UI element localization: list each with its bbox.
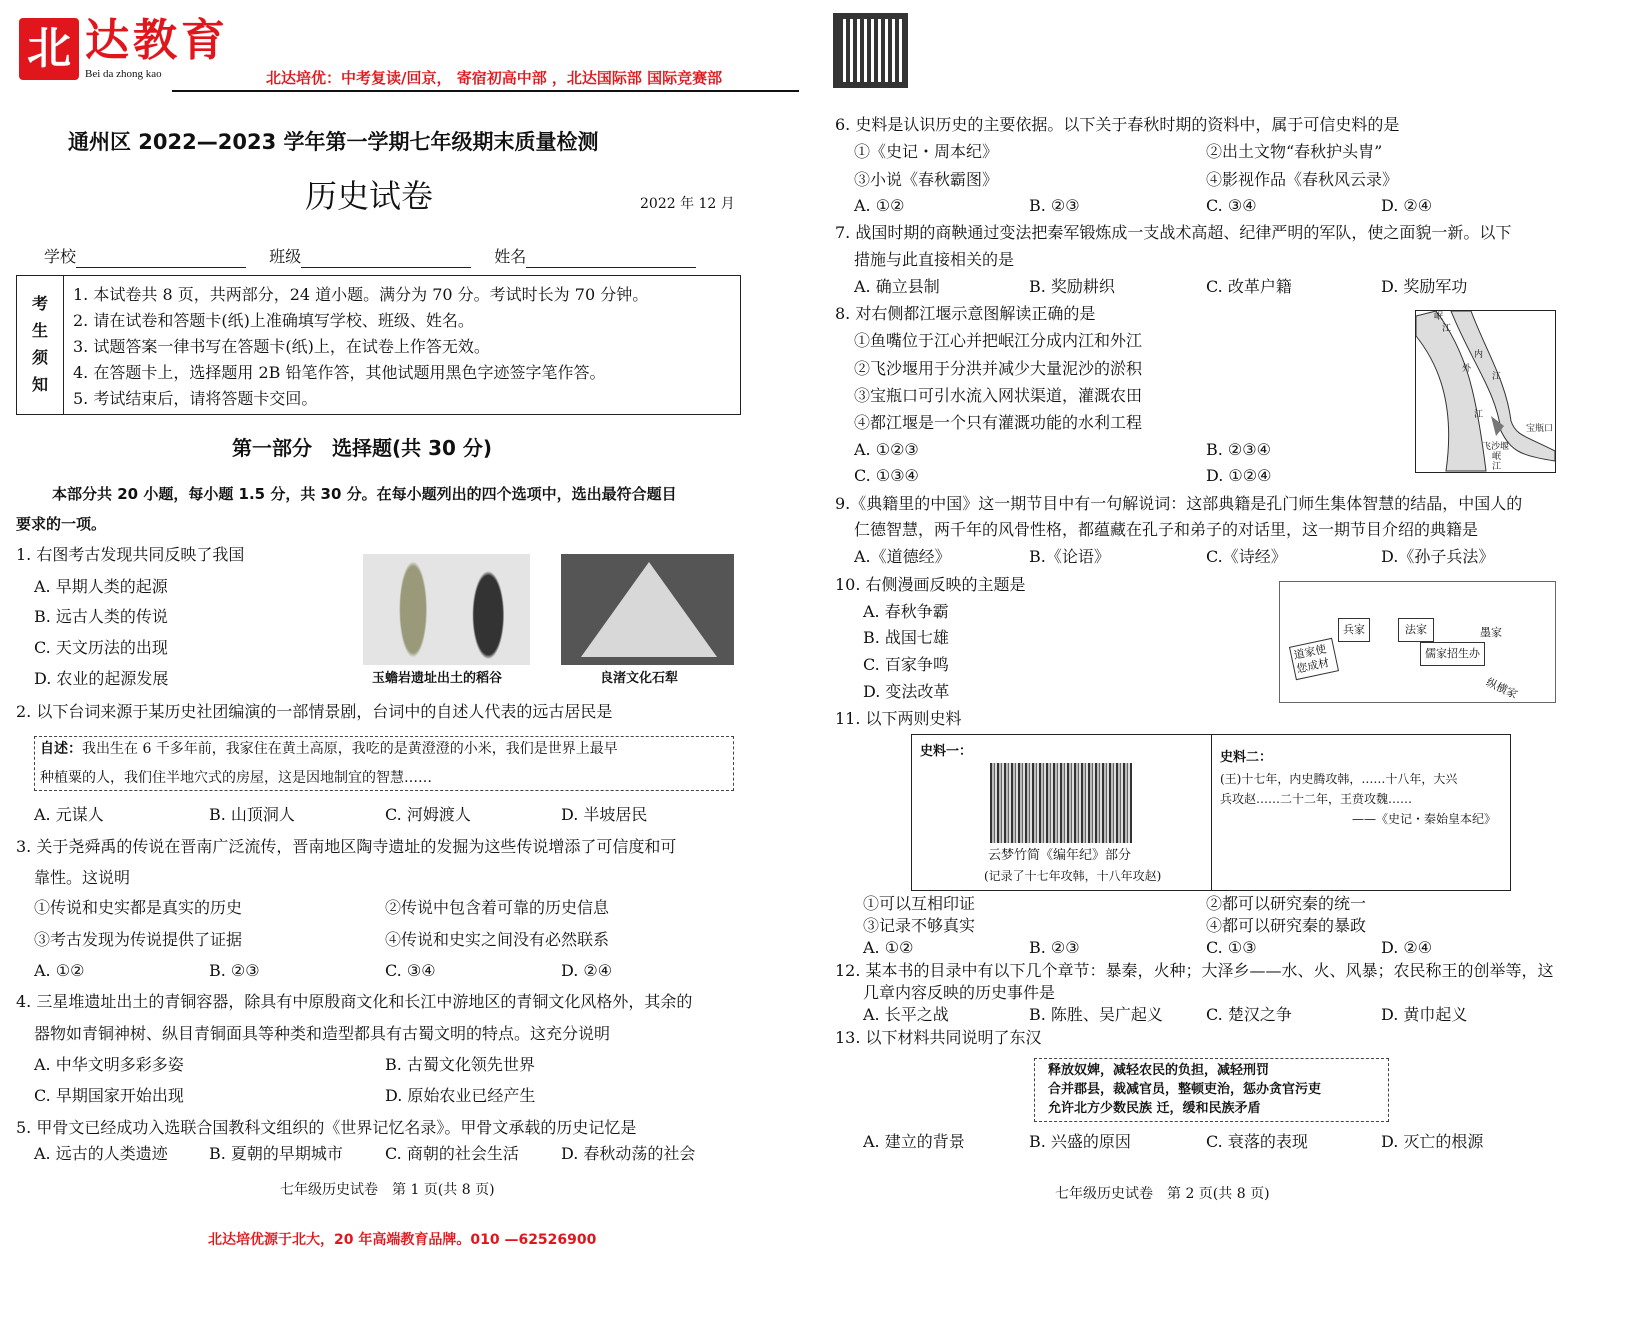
page-footer: 七年级历史试卷 第 1 页(共 8 页) [280,1182,495,1198]
q6-option-a[interactable]: A. ①② [854,196,905,215]
hundred-schools-cartoon [1279,581,1556,703]
footer-ad: 北达培优源于北大，20 年高端教育品牌。010 —62526900 [208,1232,597,1248]
q6-option-c[interactable]: C. ③④ [1206,196,1257,215]
source-2-text: 兵攻赵……二十二年，王贲攻魏…… [1220,792,1413,806]
school-field[interactable] [76,250,246,268]
quote-label: 自述： [40,741,82,757]
q8-option-a[interactable]: A. ①②③ [854,440,919,459]
q11-option-c[interactable]: C. ①③ [1206,938,1257,957]
dujiangyan-map [1415,310,1556,473]
q8-option-b[interactable]: B. ②③④ [1206,440,1271,459]
map-label: 飞沙堰 [1482,442,1510,452]
q6-statement: ④影视作品《春秋风云录》 [1206,170,1399,189]
notice-label-char: 生 [31,321,48,340]
notice-box [16,275,741,415]
cartoon-sign: 儒家招生办 [1420,642,1485,666]
cartoon-sign: 纵横家 [1484,675,1520,702]
q5-option-a[interactable]: A. 远古的人类遗迹 [34,1144,168,1163]
source-1-note: (记录了十七年攻韩，十八年攻赵) [984,869,1162,883]
q4-option-d[interactable]: D. 原始农业已经产生 [385,1086,536,1105]
map-label: 江 [1442,324,1452,334]
rice-grain-photo [363,554,530,665]
exam-date: 2022 年 12 月 [640,196,735,212]
map-label: 岷 [1434,312,1444,322]
q5-option-d[interactable]: D. 春秋动荡的社会 [561,1144,696,1163]
q3-option-c[interactable]: C. ③④ [385,961,436,980]
q6-option-d[interactable]: D. ②④ [1381,196,1433,215]
q4-option-b[interactable]: B. 古蜀文化领先世界 [385,1055,535,1074]
question-8-stem: 8. 对右侧都江堰示意图解读正确的是 [835,304,1096,323]
student-info [44,246,696,268]
q8-option-c[interactable]: C. ①③④ [854,466,919,485]
q6-statement: ②出土文物“春秋护头胄” [1206,142,1383,161]
q1-option-c[interactable]: C. 天文历法的出现 [34,638,168,657]
name-label: 姓名 [494,247,527,266]
source-2-title: 史料二： [1220,750,1273,765]
notice-label-char: 考 [31,294,48,313]
q2-option-c[interactable]: C. 河姆渡人 [385,805,471,824]
q3-option-b[interactable]: B. ②③ [209,961,260,980]
cartoon-sign: 墨家 [1480,626,1502,639]
q2-option-a[interactable]: A. 元谋人 [34,805,104,824]
name-field[interactable] [526,250,696,268]
question-5-stem: 5. 甲骨文已经成功入选联合国教科文组织的《世界记忆名录》。甲骨文承载的历史记忆是 [16,1118,637,1137]
logo [19,16,249,86]
q10-option-d[interactable]: D. 变法改革 [863,682,950,701]
q11-statement: ④都可以研究秦的暴政 [1206,916,1367,935]
q7-option-d[interactable]: D. 奖励军功 [1381,277,1468,296]
q10-option-c[interactable]: C. 百家争鸣 [863,655,949,674]
logo-text: 达教育 [85,15,229,66]
source-divider [1211,735,1212,890]
q1-option-a[interactable]: A. 早期人类的起源 [34,577,168,596]
q8-statement: ②飞沙堰用于分洪并减少大量泥沙的淤积 [854,359,1143,378]
question-11-stem: 11. 以下两则史料 [835,709,962,728]
question-4-stem: 器物如青铜神树、纵目青铜面具等种类和造型都具有古蜀文明的特点。这充分说明 [34,1024,611,1043]
q8-statement: ③宝瓶口可引水流入网状渠道，灌溉农田 [854,386,1143,405]
notice-item: 1. 本试卷共 8 页，共两部分，24 道小题。满分为 70 分。考试时长为 70 分钟。 [73,285,649,304]
question-9-stem: 仁德智慧，两千年的风骨性格，都蕴藏在孔子和弟子的对话里，这一期节目介绍的典籍是 [854,520,1479,539]
source-2-text: (王)十七年，内史腾攻韩，……十八年，大兴 [1220,772,1458,786]
material-line: 允许北方少数民族 迁，缓和民族矛盾 [1048,1101,1261,1116]
class-field[interactable] [301,250,471,268]
qr-code-icon [833,13,908,88]
q11-option-a[interactable]: A. ①② [863,938,914,957]
q9-option-d[interactable]: D.《孙子兵法》 [1381,547,1495,566]
notice-label-char: 知 [31,375,48,394]
q11-option-d[interactable]: D. ②④ [1381,938,1433,957]
map-label: 内 [1474,350,1484,360]
q3-statement: ②传说中包含着可靠的历史信息 [385,898,610,917]
q11-statement: ①可以互相印证 [863,894,976,913]
q13-option-b[interactable]: B. 兴盛的原因 [1029,1132,1131,1151]
question-7-stem: 7. 战国时期的商鞅通过变法把秦军锻炼成一支战术高超、纪律严明的军队，使之面貌一新。以下 [835,223,1512,242]
q4-option-c[interactable]: C. 早期国家开始出现 [34,1086,184,1105]
question-7-stem: 措施与此直接相关的是 [854,250,1015,269]
q8-statement: ①鱼嘴位于江心并把岷江分成内江和外江 [854,331,1143,350]
q5-option-b[interactable]: B. 夏朝的早期城市 [209,1144,343,1163]
q2-option-d[interactable]: D. 半坡居民 [561,805,648,824]
exam-subject: 历史试卷 [305,177,434,215]
q1-option-d[interactable]: D. 农业的起源发展 [34,669,169,688]
notice-label-char: 须 [31,348,48,367]
q7-option-c[interactable]: C. 改革户籍 [1206,277,1292,296]
q12-option-a[interactable]: A. 长平之战 [863,1005,949,1024]
bamboo-slips-image [990,763,1132,843]
source-1-title: 史料一： [920,744,973,759]
notice-label [17,276,64,414]
sources-table [911,734,1511,891]
q13-option-a[interactable]: A. 建立的背景 [863,1132,965,1151]
q13-option-d[interactable]: D. 灭亡的根源 [1381,1132,1484,1151]
notice-item: 3. 试题答案一律书写在答题卡(纸)上，在试卷上作答无效。 [73,337,490,356]
map-label: 江 [1492,372,1502,382]
notice-item: 2. 请在试卷和答题卡(纸)上准确填写学校、班级、姓名。 [73,311,474,330]
quote-line [40,738,618,760]
question-13-stem: 13. 以下材料共同说明了东汉 [835,1028,1042,1047]
question-4-stem: 4. 三星堆遗址出土的青铜容器，除具有中原殷商文化和长江中游地区的青铜文化风格外，其余的 [16,992,693,1011]
q4-option-a[interactable]: A. 中华文明多彩多姿 [34,1055,184,1074]
material-line: 释放奴婢，减轻农民的负担，减轻刑罚 [1048,1063,1270,1078]
cartoon-sign: 法家 [1398,618,1434,642]
school-label: 学校 [44,247,77,266]
q8-option-d[interactable]: D. ①②④ [1206,466,1272,485]
q10-option-a[interactable]: A. 春秋争霸 [863,602,949,621]
map-label: 岷 [1492,452,1502,462]
q12-option-c[interactable]: C. 楚汉之争 [1206,1005,1292,1024]
q3-option-a[interactable]: A. ①② [34,961,85,980]
stone-plough-photo [561,554,734,665]
source-1-caption: 云梦竹简《编年纪》部分 [988,848,1132,863]
logo-seal: 北 [19,18,79,80]
q13-option-c[interactable]: C. 衰落的表现 [1206,1132,1308,1151]
q11-statement: ②都可以研究秦的统一 [1206,894,1367,913]
q3-statement: ③考古发现为传说提供了证据 [34,930,243,949]
notice-item: 5. 考试结束后，请将答题卡交回。 [73,389,318,408]
quote-text: 我出生在 6 千多年前，我家住在黄土高原，我吃的是黄澄澄的小米，我们是世界上最早 [82,741,618,757]
header-slogan: 北达培优：中考复读/回京， 寄宿初高中部 ，北达国际部 国际竞赛部 [266,69,723,87]
plough-caption: 良渚文化石犁 [600,671,679,686]
map-label: 江 [1474,410,1484,420]
source-2-citation: ——《史记・秦始皇本纪》 [1352,812,1497,826]
section-intro: 要求的一项。 [16,515,107,533]
q5-option-c[interactable]: C. 商朝的社会生活 [385,1144,519,1163]
question-9-stem: 9.《典籍里的中国》这一期节目中有一句解说词：这部典籍是孔门师生集体智慧的结晶，中国人的 [835,494,1523,513]
logo-subtitle: Bei da zhong kao [85,68,162,80]
q9-option-c[interactable]: C.《诗经》 [1206,547,1287,566]
cartoon-sign: 道家使您成材 [1289,638,1339,680]
question-3-stem: 3. 关于尧舜禹的传说在晋南广泛流传，晋南地区陶寺遗址的发掘为这些传说增添了可信度和可 [16,837,677,856]
q6-option-b[interactable]: B. ②③ [1029,196,1080,215]
q8-statement: ④都江堰是一个只有灌溉功能的水利工程 [854,413,1143,432]
q11-option-b[interactable]: B. ②③ [1029,938,1080,957]
q12-option-b[interactable]: B. 陈胜、吴广起义 [1029,1005,1163,1024]
q9-option-a[interactable]: A.《道德经》 [854,547,951,566]
q9-option-b[interactable]: B.《论语》 [1029,547,1110,566]
q1-option-b[interactable]: B. 远古人类的传说 [34,607,168,626]
q6-statement: ①《史记・周本纪》 [854,142,999,161]
map-label: 江 [1492,462,1502,472]
question-12-stem: 12. 某本书的目录中有以下几个章节：暴秦，火种；大泽乡——水、火、风暴；农民称王的创举等，这 [835,961,1554,980]
q6-statement: ③小说《春秋霸图》 [854,170,999,189]
question-10-stem: 10. 右侧漫画反映的主题是 [835,575,1026,594]
question-2-stem: 2. 以下台词来源于某历史社团编演的一部情景剧，台词中的自述人代表的远古居民是 [16,702,613,721]
exam-title: 通州区 2022—2023 学年第一学期七年级期末质量检测 [68,130,599,154]
q10-option-b[interactable]: B. 战国七雄 [863,628,949,647]
quote-line: 种植粟的人，我们住半地穴式的房屋，这是因地制宜的智慧…… [40,770,432,786]
section-intro: 本部分共 20 小题，每小题 1.5 分，共 30 分。在每小题列出的四个选项中，选出最符合题目 [52,485,677,503]
cartoon-sign: 兵家 [1338,618,1370,642]
q7-option-a[interactable]: A. 确立县制 [854,277,940,296]
material-line: 合并郡县，裁减官员，整顿吏治，惩办贪官污吏 [1048,1082,1322,1097]
section-heading: 第一部分 选择题(共 30 分) [232,436,493,460]
question-6-stem: 6. 史料是认识历史的主要依据。以下关于春秋时期的资料中，属于可信史料的是 [835,115,1400,134]
q3-statement: ①传说和史实都是真实的历史 [34,898,243,917]
rice-caption: 玉蟾岩遗址出土的稻谷 [372,671,503,686]
q3-option-d[interactable]: D. ②④ [561,961,613,980]
question-12-stem: 几章内容反映的历史事件是 [863,983,1056,1002]
notice-item: 4. 在答题卡上，选择题用 2B 铅笔作答，其他试题用黑色字迹签字笔作答。 [73,363,606,382]
q3-statement: ④传说和史实之间没有必然联系 [385,930,610,949]
question-3-stem: 靠性。这说明 [34,868,131,887]
q2-option-b[interactable]: B. 山顶洞人 [209,805,295,824]
q12-option-d[interactable]: D. 黄巾起义 [1381,1005,1468,1024]
map-label: 宝瓶口 [1526,424,1554,434]
map-label: 外 [1462,364,1472,374]
class-label: 班级 [269,247,302,266]
header-rule [172,90,799,92]
page-footer: 七年级历史试卷 第 2 页(共 8 页) [1055,1186,1270,1202]
question-1-stem: 1. 右图考古发现共同反映了我国 [16,545,245,564]
q7-option-b[interactable]: B. 奖励耕织 [1029,277,1115,296]
q11-statement: ③记录不够真实 [863,916,976,935]
